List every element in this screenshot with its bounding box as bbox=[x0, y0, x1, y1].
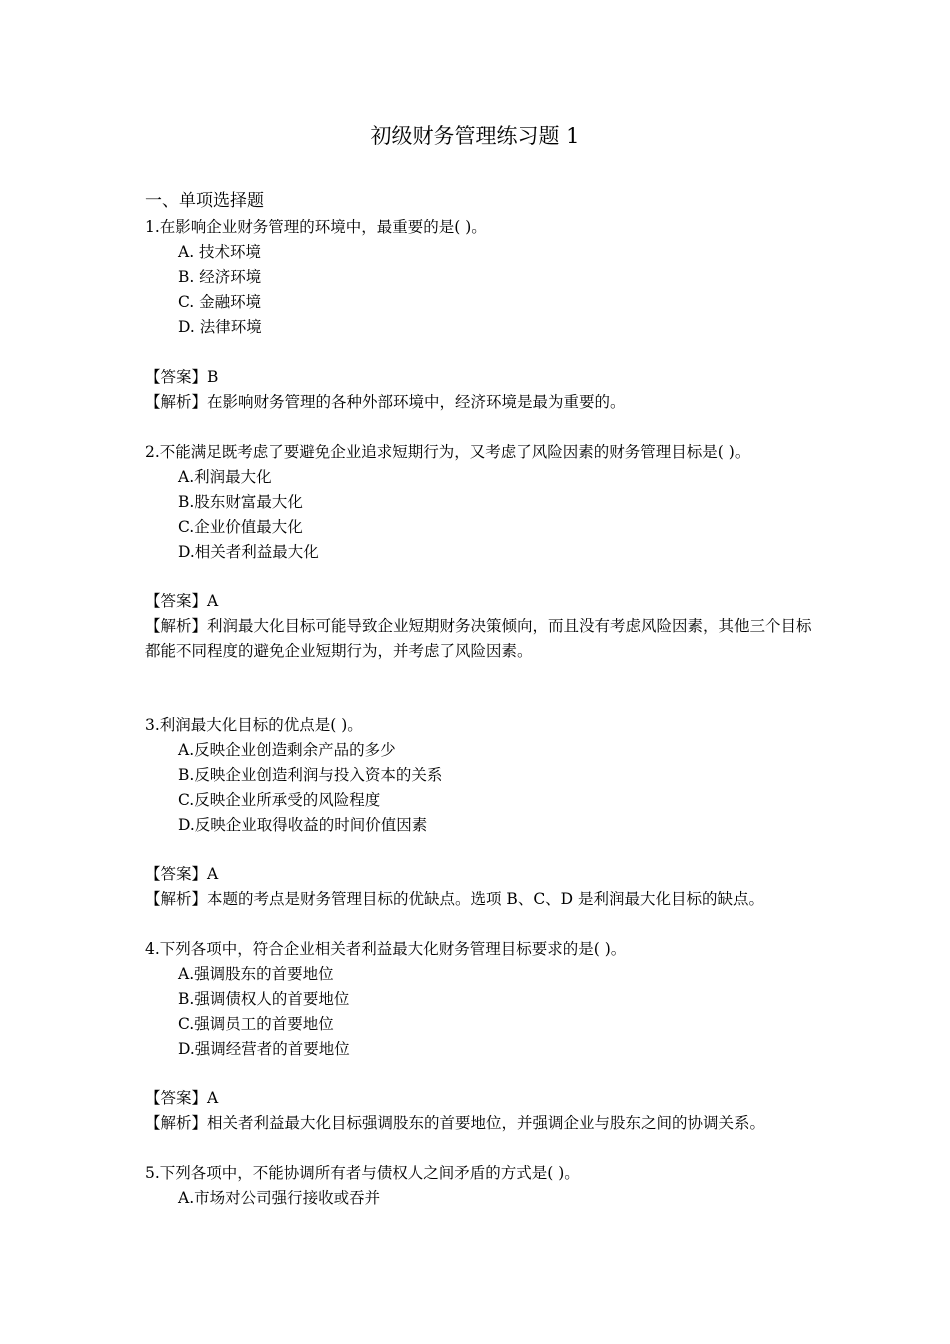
question-2-analysis: 【解析】利润最大化目标可能导致企业短期财务决策倾向，而且没有考虑风险因素，其他三个目标都能不同程度的避免企业短期行为，并考虑了风险因素。 bbox=[145, 617, 812, 660]
question-2-option-d: D.相关者利益最大化 bbox=[178, 543, 319, 561]
question-stem-1: 1.在影响企业财务管理的环境中，最重要的是( )。 bbox=[145, 218, 487, 236]
question-1-option-b: B. 经济环境 bbox=[178, 268, 262, 286]
question-1-option-c: C. 金融环境 bbox=[178, 293, 262, 311]
question-stem-3: 3.利润最大化目标的优点是( )。 bbox=[145, 716, 363, 734]
question-4-option-b: B.强调债权人的首要地位 bbox=[178, 990, 350, 1008]
question-4-option-d: D.强调经营者的首要地位 bbox=[178, 1040, 350, 1058]
question-1-analysis: 【解析】在影响财务管理的各种外部环境中，经济环境是最为重要的。 bbox=[145, 393, 626, 411]
question-1-option-a: A. 技术环境 bbox=[178, 243, 262, 261]
question-1-answer: 【答案】B bbox=[145, 368, 219, 386]
question-3-option-d: D.反映企业取得收益的时间价值因素 bbox=[178, 816, 428, 834]
question-stem-5: 5.下列各项中，不能协调所有者与债权人之间矛盾的方式是( )。 bbox=[145, 1164, 580, 1182]
question-stem-4: 4.下列各项中，符合企业相关者利益最大化财务管理目标要求的是( )。 bbox=[145, 940, 627, 958]
question-4-option-c: C.强调员工的首要地位 bbox=[178, 1015, 334, 1033]
question-4-analysis: 【解析】相关者利益最大化目标强调股东的首要地位，并强调企业与股东之间的协调关系。 bbox=[145, 1114, 766, 1132]
question-5-option-a: A.市场对公司强行接收或吞并 bbox=[178, 1189, 381, 1207]
section-heading: 一、单项选择题 bbox=[145, 191, 264, 211]
page-title: 初级财务管理练习题 1 bbox=[370, 124, 580, 148]
question-2-answer: 【答案】A bbox=[145, 592, 219, 610]
question-3-option-b: B.反映企业创造利润与投入资本的关系 bbox=[178, 766, 443, 784]
question-3-answer: 【答案】A bbox=[145, 865, 219, 883]
question-2-option-a: A.利润最大化 bbox=[178, 468, 272, 486]
question-2-option-c: C.企业价值最大化 bbox=[178, 518, 303, 536]
question-stem-2: 2.不能满足既考虑了要避免企业追求短期行为，又考虑了风险因素的财务管理目标是( )。 bbox=[145, 443, 751, 461]
question-4-answer: 【答案】A bbox=[145, 1089, 219, 1107]
question-3-option-c: C.反映企业所承受的风险程度 bbox=[178, 791, 381, 809]
question-2-option-b: B.股东财富最大化 bbox=[178, 493, 303, 511]
question-1-option-d: D. 法律环境 bbox=[178, 318, 262, 336]
question-3-option-a: A.反映企业创造剩余产品的多少 bbox=[178, 741, 396, 759]
question-4-option-a: A.强调股东的首要地位 bbox=[178, 965, 334, 983]
question-3-analysis: 【解析】本题的考点是财务管理目标的优缺点。选项 B、C、D 是利润最大化目标的缺点。 bbox=[145, 890, 765, 908]
